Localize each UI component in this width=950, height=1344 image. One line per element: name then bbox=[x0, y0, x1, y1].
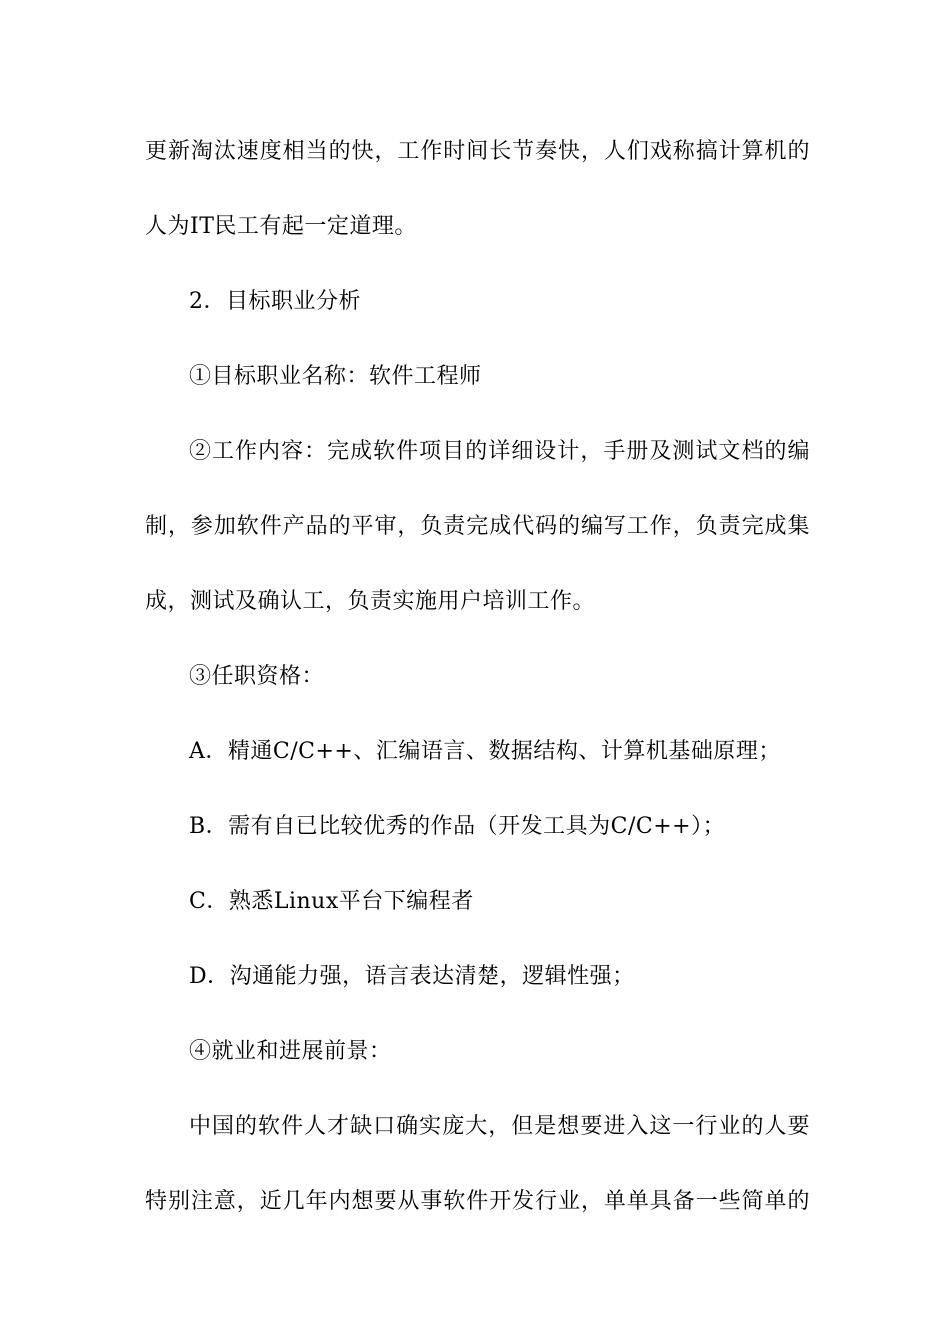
paragraph-line: 人为IT民工有起一定道理。 bbox=[145, 214, 417, 239]
paragraph-line: 中国的软件人才缺口确实庞大，但是想要进入这一行业的人要 bbox=[189, 1114, 810, 1139]
paragraph-line: 制，参加软件产品的平审，负责完成代码的编写工作，负责完成集 bbox=[145, 514, 810, 539]
list-item: C．熟悉Linux平台下编程者 bbox=[189, 889, 474, 914]
paragraph-line: 更新淘汰速度相当的快，工作时间长节奏快，人们戏称搞计算机的 bbox=[145, 139, 810, 164]
list-item: A．精通C/C++、汇编语言、数据结构、计算机基础原理； bbox=[189, 739, 781, 764]
list-item: B．需有自已比较优秀的作品（开发工具为C/C++）； bbox=[189, 814, 726, 839]
item-heading: ③任职资格： bbox=[189, 664, 325, 689]
item-heading: ①目标职业名称：软件工程师 bbox=[189, 364, 482, 389]
section-heading: 2．目标职业分析 bbox=[189, 289, 361, 314]
paragraph-line: ②工作内容：完成软件项目的详细设计，手册及测试文档的编 bbox=[189, 439, 810, 464]
paragraph-line: 特别注意，近几年内想要从事软件开发行业，单单具备一些简单的 bbox=[145, 1189, 810, 1214]
paragraph-line: 成，测试及确认工，负责实施用户培训工作。 bbox=[145, 589, 596, 614]
list-item: D．沟通能力强，语言表达清楚，逻辑性强； bbox=[189, 964, 635, 989]
item-heading: ④就业和进展前景： bbox=[189, 1039, 392, 1064]
